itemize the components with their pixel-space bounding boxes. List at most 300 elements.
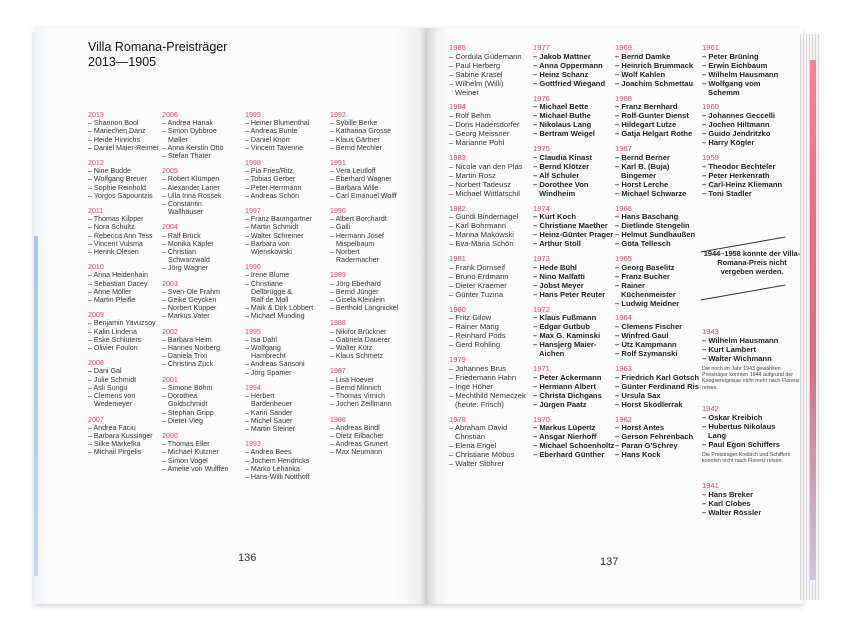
year-group-1989 xyxy=(330,271,410,312)
laureate-name: – Lisa Hoever xyxy=(330,376,410,384)
year-label: 1986 xyxy=(330,415,346,424)
year-group-1976 xyxy=(533,95,617,140)
laureate-name: – Martin Schmidt xyxy=(245,223,325,231)
right-column-1 xyxy=(449,44,533,475)
laureate-name: – Eva-Maria Schön xyxy=(449,240,533,249)
year-group-1994 xyxy=(245,384,325,433)
laureate-name: – Inge Höher xyxy=(449,383,533,392)
laureate-name: – Göta Tellesch xyxy=(615,240,699,249)
laureate-name: – Rolf Szymanski xyxy=(615,350,699,359)
laureate-name: – Doris Hadersdorfer xyxy=(449,121,533,130)
laureate-name: – Christa Dichgans xyxy=(533,392,617,401)
laureate-name: – Gabriela Dauerer xyxy=(330,336,410,344)
year-label: 2007 xyxy=(88,415,104,424)
laureate-name: – Vincent Tavenne xyxy=(245,144,325,152)
laureate-name: – Wilhelm Hausmann xyxy=(702,71,786,80)
year-group-1977 xyxy=(533,44,617,89)
year-group-1990 xyxy=(330,207,410,264)
laureate-name: – Wilhelm Hausmann xyxy=(702,337,802,346)
year-group-2008 xyxy=(88,359,168,408)
laureate-name: – Simon Dybbroe xyxy=(162,127,242,135)
laureate-name: – Clemens Fischer xyxy=(615,323,699,332)
later-group-1943 xyxy=(702,328,802,364)
year-label: 1988 xyxy=(330,319,346,328)
year-label: 1972 xyxy=(533,304,550,314)
year-group-1959 xyxy=(702,154,786,199)
laureate-name: – Michael Munding xyxy=(245,312,325,320)
laureate-name: – Karl Clobes xyxy=(702,500,802,509)
right-column-2 xyxy=(533,44,617,466)
laureate-name-cont: Goldschmidt xyxy=(168,400,208,409)
laureate-name: – Hermann Josef xyxy=(330,232,410,240)
laureate-name: – Bernd Mechler xyxy=(330,144,410,152)
page-title xyxy=(88,40,227,70)
laureate-name: – Bernd Minnich xyxy=(330,384,410,392)
laureate-name: – Bernd Berner xyxy=(615,154,699,163)
laureate-name: – Norbert Tadeusz xyxy=(449,181,533,190)
laureate-name: – Frank Dornseif xyxy=(449,264,533,273)
laureate-name: – Franz Baumgartner xyxy=(245,215,325,223)
laureate-name: – Heiner Blumenthal xyxy=(245,119,325,127)
laureate-name: – Sybille Berke xyxy=(330,119,410,127)
laureate-name: – Benjamin Yavuzsoy xyxy=(88,319,168,327)
laureate-name-cont: Küchenmeister xyxy=(621,289,676,299)
laureate-name: – Heinrich Brummack xyxy=(615,62,699,71)
laureate-name: – Alexander Laner xyxy=(162,184,242,192)
year-label: 1980 xyxy=(449,304,466,314)
laureate-name: – Monika Käpfer xyxy=(162,240,242,248)
laureate-name: – Hans Kock xyxy=(615,451,699,460)
laureate-name: – Johannes Brus xyxy=(449,365,533,374)
laureate-name: – Simon Vogel xyxy=(162,457,242,465)
laureate-name: – Friedrich Karl Gotsch xyxy=(615,374,699,383)
year-label: 2008 xyxy=(88,359,104,368)
year-group-1967 xyxy=(615,145,699,198)
laureate-name: – Johannes Geccelli xyxy=(702,112,786,121)
laureate-name: – Oskar Kreibich xyxy=(702,414,802,423)
laureate-name-cont: Møller xyxy=(168,135,188,144)
year-group-1983 xyxy=(449,154,533,199)
laureate-name: – Michael Schoenholtz xyxy=(533,442,617,451)
laureate-name: – Thomas Kilpper xyxy=(88,215,168,223)
year-label: 1962 xyxy=(615,414,632,424)
year-label: 1973 xyxy=(533,254,550,264)
laureate-name-cont: Schemm xyxy=(708,87,740,97)
year-group-1996 xyxy=(245,263,325,320)
laureate-name: – Martin Rosz xyxy=(449,172,533,181)
laureate-name: – Thomas Virnich xyxy=(330,392,410,400)
laureate-name: – Horst Skodlerrak xyxy=(615,401,699,410)
left-column-3 xyxy=(245,111,325,488)
laureate-name: – Galli xyxy=(330,223,410,231)
laureate-name: – Marianne Pohl xyxy=(449,139,533,148)
laureate-name: – Gerson Fehrenbach xyxy=(615,433,699,442)
laureate-name: – Michail Pirgelis xyxy=(88,448,168,456)
year-label: 1997 xyxy=(245,207,261,216)
laureate-name: – Kurt Lambert xyxy=(702,346,802,355)
laureate-name: – Gottfried Wiegand xyxy=(533,80,617,89)
laureate-name: – Isa Dahl xyxy=(245,336,325,344)
laureate-name: – Claudia Kinast xyxy=(533,154,617,163)
laureate-name: – Nora Schultz xyxy=(88,223,168,231)
laureate-name: – Eberhard Günther xyxy=(533,451,617,460)
laureate-name: – Clemens von xyxy=(88,392,168,400)
laureate-name: – Albert Borchardt xyxy=(330,215,410,223)
laureate-name-cont: Lang xyxy=(708,430,727,440)
year-group-1981 xyxy=(449,255,533,300)
laureate-name: – Friedemann Hahn xyxy=(449,374,533,383)
year-label: 1960 xyxy=(702,102,719,112)
year-label: 1971 xyxy=(533,364,550,373)
laureate-name-cont: Bardenheuer xyxy=(251,400,293,409)
year-label: 1992 xyxy=(330,111,346,119)
laureate-name: – Markus Lüpertz xyxy=(533,424,617,433)
laureate-name: – Nikolaus Lang xyxy=(533,121,617,130)
laureate-name: – Anna Heidenhain xyxy=(88,271,168,279)
laureate-name: – Irene Blume xyxy=(245,271,325,279)
laureate-name: – Günter Tuzina xyxy=(449,291,533,300)
laureate-name: – Rebecca Ann Tess xyxy=(88,232,168,240)
laureate-name: – Wolfgang vom xyxy=(702,80,786,89)
year-group-1963 xyxy=(615,365,699,410)
year-group-1970 xyxy=(533,416,617,461)
laureate-name-cont: Hambrecht xyxy=(251,352,286,361)
laureate-name: – Stephan Gripp xyxy=(162,409,242,417)
laureate-name-cont: Wallhäuser xyxy=(168,208,204,217)
laureate-name: – Klaus Fußmann xyxy=(533,314,617,323)
laureate-name: – Sven-Ole Frahm xyxy=(162,288,242,296)
laureate-name: – Dieter Vieg xyxy=(162,417,242,425)
laureate-name: – Silke Markefka xyxy=(88,440,168,448)
laureate-name: – Nine Budde xyxy=(88,167,168,175)
laureate-name: – Sabine Krasel xyxy=(449,71,533,80)
laureate-name: – Kurt Koch xyxy=(533,213,617,222)
laureate-name: – Jürgen Paatz xyxy=(533,401,617,410)
laureate-name: – Anne Möller xyxy=(88,288,168,296)
later-group-1942 xyxy=(702,405,802,450)
laureate-name: – Hansjerg Maier- xyxy=(533,341,617,350)
laureate-name: – Martin Steiner xyxy=(245,425,325,433)
laureate-name: – Karl B. (Buja) xyxy=(615,163,699,172)
laureate-name: – Peter Herrmann xyxy=(245,184,325,192)
laureate-name: – Winfred Gaul xyxy=(615,332,699,341)
laureate-name: – Maik & Dirk Löbbert xyxy=(245,304,325,312)
laureate-name: – Jörg Spamer xyxy=(245,369,325,377)
laureate-name-cont: Mispelbaum xyxy=(336,239,375,248)
laureate-name: – Peter Herkenrath xyxy=(702,172,786,181)
laureate-name: – Nikifor Brückner xyxy=(330,328,410,336)
year-group-2004 xyxy=(162,223,242,272)
year-group-1986 xyxy=(330,416,410,457)
laureate-name: – Dietz Eilbacher xyxy=(330,432,410,440)
year-label: 1990 xyxy=(330,207,346,216)
laureate-name: – Michael Wittlatschil xyxy=(449,190,533,199)
laureate-name: – Asli Sungu xyxy=(88,384,168,392)
title-line-1: Villa Romana-Preisträger xyxy=(88,40,228,54)
laureate-name: – Edgar Gutbub xyxy=(533,323,617,332)
left-column-2 xyxy=(162,111,242,480)
year-label: 2003 xyxy=(162,279,178,288)
right-column-3 xyxy=(615,44,699,466)
year-group-2002 xyxy=(162,328,242,369)
laureate-name: – Rainer Mang xyxy=(449,323,533,332)
laureate-name: – Markus Vater xyxy=(162,312,242,320)
laureate-name: – Norbert Kupper xyxy=(162,304,242,312)
year-label: 1983 xyxy=(449,152,466,162)
laureate-name-cont: Wienskowski xyxy=(251,248,292,257)
year-label: 1987 xyxy=(330,367,346,376)
year-group-1969 xyxy=(615,44,699,89)
laureate-name: – Bernd Klötzer xyxy=(533,163,617,172)
laureate-name: – Andrea Faciu xyxy=(88,424,168,432)
laureate-name-cont: Dellbrügge & xyxy=(251,287,293,296)
laureate-name: – Arthur Stoll xyxy=(533,240,617,249)
laureate-name: – Bernd Damke xyxy=(615,53,699,62)
laureate-name: – Marina Makowski xyxy=(449,231,533,240)
laureate-name: – Erwin Eichbaum xyxy=(702,62,786,71)
year-label: 1991 xyxy=(330,159,346,168)
year-group-2001 xyxy=(162,376,242,425)
laureate-name: – Georg Baselitz xyxy=(615,264,699,273)
laureate-name: – Christina Zück xyxy=(162,360,242,368)
laureate-name: – Ludwig Meidner xyxy=(615,300,699,309)
year-group-1992 xyxy=(330,111,410,152)
laureate-name: – Herbert xyxy=(245,392,325,400)
year-group-1998 xyxy=(245,159,325,200)
laureate-name: – Karin Sander xyxy=(245,409,325,417)
year-label: 2004 xyxy=(162,223,178,232)
laureate-name: – Andrea Bees xyxy=(245,448,325,456)
year-group-1984 xyxy=(449,103,533,148)
laureate-name: – Walter Wichmann xyxy=(702,355,802,364)
laureate-name: – Amelie von Wulffen xyxy=(162,465,242,473)
laureate-name: – Sophie Reinhold xyxy=(88,184,168,192)
laureate-name: – Christian xyxy=(162,248,242,256)
laureate-name: – Hans-Willi Notthoff xyxy=(245,473,325,481)
year-label: 1993 xyxy=(245,440,261,449)
note-1943: Die noch im Jahr 1943 gewählten Preisträger konnten 1944 aufgrund der Kriegsereignisse nicht mehr nach Florenz reisen. xyxy=(702,366,800,391)
year-group-2011 xyxy=(88,207,168,256)
laureate-name: – Dorothea xyxy=(162,392,242,400)
year-label: 1989 xyxy=(330,271,346,280)
laureate-name-cont: Schwarzwald xyxy=(168,256,210,265)
laureate-name: – Abraham David xyxy=(449,424,533,433)
note-1944-1958: 1944–1958 konnte der Villa-Romana-Preis nicht vergeben werden. xyxy=(703,249,801,276)
laureate-name: – Gundi Bindernagel xyxy=(449,213,533,222)
laureate-name: – Horst Antes xyxy=(615,424,699,433)
laureate-name: – Julie Schmidt xyxy=(88,376,168,384)
laureate-name: – Walter Schreiner xyxy=(245,232,325,240)
year-label: 1943 xyxy=(702,327,719,336)
laureate-name: – Wolf Kahlen xyxy=(615,71,699,80)
laureate-name: – Fritz Gilow xyxy=(449,314,533,323)
year-label: 1942 xyxy=(702,404,719,413)
laureate-name: – Horst Lerche xyxy=(615,181,699,190)
laureate-name: – Bernd Jünger xyxy=(330,288,410,296)
laureate-name: – Rainer xyxy=(615,282,699,291)
year-group-1941 xyxy=(702,482,802,518)
laureate-name: – Paran G'Schrey xyxy=(615,442,699,451)
laureate-name: – Tobias Gerber xyxy=(245,175,325,183)
laureate-name: – Wilhelm (Willi) xyxy=(449,80,533,89)
laureate-name: – Andreas Sansoni xyxy=(245,360,325,368)
laureate-name: – Mechthild Nemeczek xyxy=(449,392,533,401)
laureate-name-cont: Weiner xyxy=(455,87,479,97)
year-label: 1968 xyxy=(615,93,632,103)
laureate-name: – Dorothee Von xyxy=(533,181,617,190)
laureate-name: – Wolfgang xyxy=(245,344,325,352)
year-group-1999 xyxy=(245,111,325,152)
year-label: 2000 xyxy=(162,431,178,440)
laureate-name: – Nino Malfatti xyxy=(533,273,617,282)
year-label: 1985 xyxy=(449,43,466,52)
year-group-1979 xyxy=(449,356,533,409)
laureate-name: – Hede Bühl xyxy=(533,264,617,273)
year-group-1975 xyxy=(533,145,617,198)
laureate-name: – Michael Kutzner xyxy=(162,448,242,456)
laureate-name: – Eberhard Wagner xyxy=(330,175,410,183)
title-line-2: 2013—1905 xyxy=(88,55,157,69)
laureate-name: – Alf Schuler xyxy=(533,172,617,181)
laureate-name: – Bertram Weigel xyxy=(533,130,617,139)
laureate-name: – Anna Oppermann xyxy=(533,62,617,71)
laureate-name: – Anna Kerstin Ottö xyxy=(162,144,242,152)
laureate-name: – Barbara von xyxy=(245,240,325,248)
year-group-2013 xyxy=(88,111,168,152)
laureate-name: – Gerd Rohling xyxy=(449,341,533,350)
year-group-1973 xyxy=(533,255,617,300)
year-group-1960 xyxy=(702,103,786,148)
page-number-right: 137 xyxy=(600,556,619,568)
laureate-name: – Simone Böhm xyxy=(162,384,242,392)
laureate-name: – Olivier Foulon xyxy=(88,344,168,352)
laureate-name: – Hans Breker xyxy=(702,491,802,500)
year-label: 2001 xyxy=(162,375,178,384)
laureate-name: – Hermann Albert xyxy=(533,383,617,392)
year-label: 1978 xyxy=(449,414,466,424)
laureate-name: – Peter Ackermann xyxy=(533,374,617,383)
laureate-name: – Helmut Sundhaußen xyxy=(615,231,699,240)
year-group-1993 xyxy=(245,440,325,481)
laureate-name: – Franz Bucher xyxy=(615,273,699,282)
laureate-name: – Franz Bernhard xyxy=(615,103,699,112)
laureate-name-cont: Windheim xyxy=(539,188,576,198)
year-label: 1961 xyxy=(702,43,719,52)
laureate-name: – Daniela Trixi xyxy=(162,352,242,360)
laureate-name: – Andreas Grunert xyxy=(330,440,410,448)
cover-edge xyxy=(34,236,38,576)
year-label: 2005 xyxy=(162,167,178,176)
laureate-name: – Ulla Irina Rossek xyxy=(162,192,242,200)
laureate-name: – Günter Ferdinand Ris xyxy=(615,383,699,392)
laureate-name: – Theodor Bechteler xyxy=(702,163,786,172)
laureate-name: – Michel Sauer xyxy=(245,417,325,425)
year-group-1961 xyxy=(702,44,786,97)
year-group-1982 xyxy=(449,205,533,250)
laureate-name: – Sebastian Dacey xyxy=(88,280,168,288)
year-group-1980 xyxy=(449,306,533,351)
laureate-name: – Guido Jendritzko xyxy=(702,130,786,139)
year-group-1997 xyxy=(245,207,325,256)
year-group-1972 xyxy=(533,306,617,359)
laureate-name: – Georg Meissner xyxy=(449,130,533,139)
laureate-name: – Heinz-Günter Prager xyxy=(533,231,617,240)
left-column-1 xyxy=(88,111,168,464)
laureate-name: – Paul Egon Schiffers xyxy=(702,441,802,450)
laureate-name: – Hubertus Nikolaus xyxy=(702,423,802,432)
laureate-name: – Heide Hinrichs xyxy=(88,136,168,144)
year-group-1962 xyxy=(615,416,699,461)
laureate-name: – Stefan Thater xyxy=(162,152,242,160)
year-group-2003 xyxy=(162,280,242,321)
laureate-name: – Christiane Möbus xyxy=(449,451,533,460)
year-group-1965 xyxy=(615,255,699,308)
laureate-name: – Daniel Maier-Reimer xyxy=(88,144,168,152)
year-group-1985 xyxy=(449,44,533,97)
year-label: 1959 xyxy=(702,152,719,162)
note-1942: Die Preisträger Kreibich und Schiffers konnten nicht nach Florenz reisen. xyxy=(702,452,791,465)
year-group-1988 xyxy=(330,319,410,360)
laureate-name: – Jobst Meyer xyxy=(533,282,617,291)
laureate-name: – Christiane xyxy=(245,280,325,288)
laureate-name: – Robert Klümpen xyxy=(162,175,242,183)
year-group-1968 xyxy=(615,95,699,140)
year-label: 2012 xyxy=(88,159,104,168)
year-label: 1970 xyxy=(533,414,550,424)
laureate-name: – Henrik Olesen xyxy=(88,248,168,256)
laureate-name: – Andrea Hanak xyxy=(162,119,242,127)
year-group-1971 xyxy=(533,365,617,410)
year-group-2012 xyxy=(88,159,168,200)
laureate-name: – Klaus Schmetz xyxy=(330,352,410,360)
laureate-name: – Wolfgang Breuer xyxy=(88,175,168,183)
laureate-name: – Eske Schlüters xyxy=(88,336,168,344)
year-label: 1999 xyxy=(245,111,261,119)
year-label: 2011 xyxy=(88,207,104,216)
laureate-name: – Carl Emanuel Wolff xyxy=(330,192,410,200)
laureate-name: – Pia Fries/Ritz xyxy=(245,167,325,175)
laureate-name: – Barbara Wille xyxy=(330,184,410,192)
laureate-name: – Barbara Heim xyxy=(162,336,242,344)
laureate-name: – Andreas Schön xyxy=(245,192,325,200)
year-label: 1974 xyxy=(533,203,550,213)
laureate-name: – Nicole van den Plas xyxy=(449,163,533,172)
laureate-name: – Harry Kögler xyxy=(702,139,786,148)
year-label: 1977 xyxy=(533,43,550,52)
year-group-2010 xyxy=(88,263,168,304)
year-group-1964 xyxy=(615,314,699,359)
laureate-name: – Reinhard Pods xyxy=(449,332,533,341)
laureate-name: – Walter Rössler xyxy=(702,509,802,518)
year-label: 1976 xyxy=(533,93,550,103)
laureate-name: – Dietlinde Stengelin xyxy=(615,222,699,231)
year-label: 2006 xyxy=(162,111,178,119)
laureate-name: – Barbara Kussinger xyxy=(88,432,168,440)
laureate-name-cont: Radermacher xyxy=(336,256,379,265)
laureate-name: – Dieter Kraemer xyxy=(449,282,533,291)
laureate-name-cont: Wedemeyer xyxy=(94,400,133,409)
laureate-name: – Gisela Kleinlein xyxy=(330,296,410,304)
laureate-name: – Joachim Schmettau xyxy=(615,80,699,89)
laureate-name: – Elena Engel xyxy=(449,442,533,451)
laureate-name: – Walter Stöhrer xyxy=(449,460,533,469)
laureate-name: – Hans Peter Reuter xyxy=(533,291,617,300)
year-group-2006 xyxy=(162,111,242,160)
laureate-name: – Kalin Lindena xyxy=(88,328,168,336)
laureate-name-cont: Bingemer xyxy=(621,170,657,180)
year-label: 1969 xyxy=(615,43,632,52)
laureate-name: – Constantin xyxy=(162,200,242,208)
